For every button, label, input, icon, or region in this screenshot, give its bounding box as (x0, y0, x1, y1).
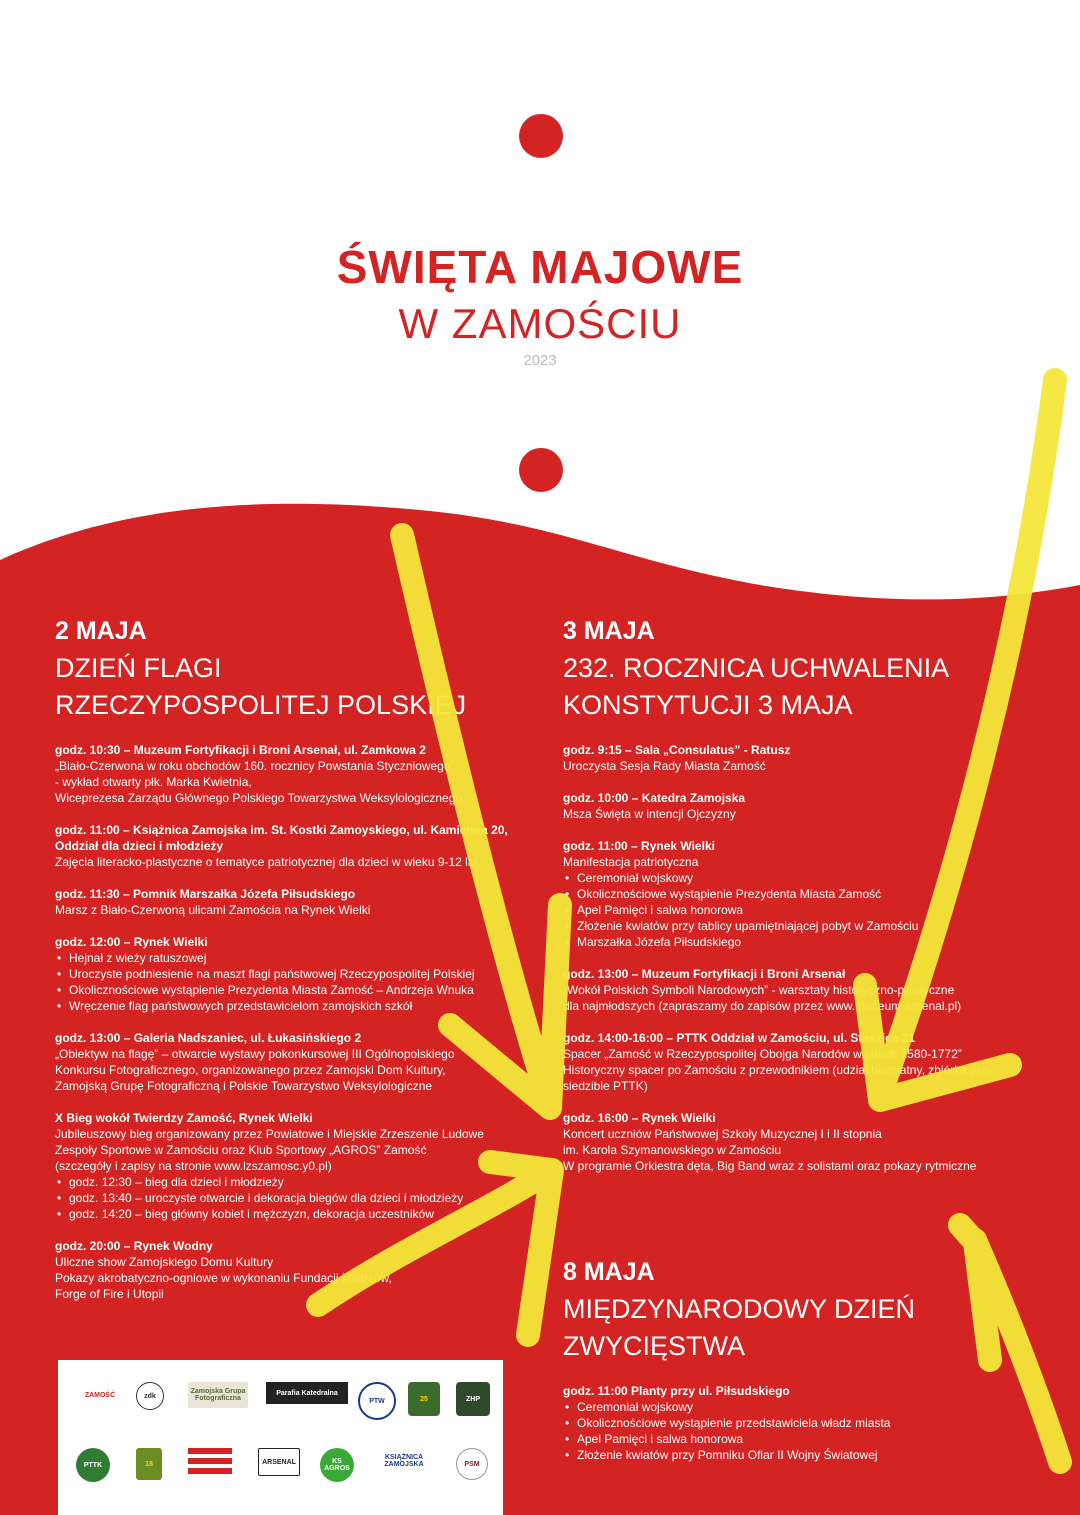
logo-flag-stripes (188, 1448, 232, 1478)
day3-column (563, 617, 1043, 1190)
event-description: siedzibie PTTK) (563, 1079, 648, 1093)
event-bullet-item: • Wręczenie flag państwowych przedstawicielom zamojskich szkół (55, 998, 510, 1014)
event-bullet-list (563, 870, 1043, 950)
event-bullet-list (563, 1399, 1043, 1463)
event-heading: godz. 10:30 – Muzeum Fortyfikacji i Broni Arsenał, ul. Zamkowa 2 (55, 743, 426, 757)
poster-subtitle: W ZAMOŚCIU (398, 300, 682, 347)
logo-parafia: Parafia Katedralna (266, 1382, 348, 1404)
event-description: Spacer „Zamość w Rzeczypospolitej Obojga Narodów w latach 1580-1772” (563, 1047, 962, 1061)
event-description: W programie Orkiestra dęta, Big Band wraz z solistami oraz pokazy rytmiczne (563, 1159, 977, 1173)
day3-subtitle (563, 650, 1043, 724)
event-description: Manifestacja patriotyczna (563, 855, 699, 869)
event-heading: Oddział dla dzieci i młodzieży (55, 839, 224, 853)
event-description: Zespoły Sportowe w Zamościu oraz Klub Sportowy „AGROS” Zamość (55, 1143, 427, 1157)
event-bullet-item: • Okolicznościowe wystąpienie Prezydenta Miasta Zamość (563, 886, 1043, 902)
event-block (55, 822, 510, 870)
event-bullet-item: • Okolicznościowe wystąpienie Prezydenta Miasta Zamość – Andrzeja Wnuka (55, 982, 510, 998)
event-block (55, 1030, 510, 1094)
day8-subtitle-line: ZWYCIĘSTWA (563, 1331, 745, 1361)
logo-psm: PSM (456, 1448, 488, 1480)
event-block (563, 1383, 1043, 1463)
event-bullet-item: • godz. 13:40 – uroczyste otwarcie i dekoracja biegów dla dzieci i młodzieży (55, 1190, 510, 1206)
event-block (563, 1030, 1043, 1094)
sponsor-logos-panel (58, 1360, 503, 1515)
event-description: Pokazy akrobatyczno-ogniowe w wykonaniu Fundacji Mistrzów, (55, 1271, 392, 1285)
logo-18: 18 (136, 1448, 162, 1480)
event-description: - wykład otwarty płk. Marka Kwietnia, (55, 775, 252, 789)
event-description: Koncert uczniów Państwowej Szkoły Muzycznej I i II stopnia (563, 1127, 882, 1141)
event-bullet-item: • Marszałka Józefa Piłsudskiego (563, 934, 1043, 950)
event-block (563, 966, 1043, 1014)
event-description: Historyczny spacer po Zamościu z przewodnikiem (udział bezpłatny, zbiórka przy (563, 1063, 993, 1077)
event-description: dla najmłodszych (zapraszamy do zapisów przez www.muzeum-arsenal.pl) (563, 999, 962, 1013)
event-description: „Obiektyw na flagę” – otwarcie wystawy pokonkursowej III Ogólnopolskiego (55, 1047, 455, 1061)
event-block (563, 790, 1043, 822)
day8-subtitle (563, 1291, 1043, 1365)
event-heading: godz. 11:00 – Rynek Wielki (563, 839, 715, 853)
event-bullet-list (55, 1174, 510, 1222)
event-heading: godz. 12:00 – Rynek Wielki (55, 935, 208, 949)
day3-subtitle-line: KONSTYTUCJI 3 MAJA (563, 690, 853, 720)
logo-grupa-fotograficzna: Zamojska Grupa Fotograficzna (188, 1382, 248, 1408)
event-block (563, 742, 1043, 774)
event-block (55, 742, 510, 806)
day3-subtitle-line: 232. ROCZNICA UCHWALENIA (563, 653, 950, 683)
day2-subtitle-line: RZECZYPOSPOLITEJ POLSKIEJ (55, 690, 467, 720)
event-heading: godz. 13:00 – Galeria Nadszaniec, ul. Łukasińskiego 2 (55, 1031, 362, 1045)
event-block (55, 886, 510, 918)
event-description: im. Karola Szymanowskiego w Zamościu (563, 1143, 782, 1157)
day2-column (55, 617, 510, 1318)
event-bullet-item: • godz. 14:20 – bieg główny kobiet i mężczyzn, dekoracja uczestników (55, 1206, 510, 1222)
event-description: „Wokół Polskich Symboli Narodowych” - warsztaty historyczno-plastyczne (563, 983, 955, 997)
logo-pttk: PTTK (76, 1448, 110, 1482)
event-heading: X Bieg wokół Twierdzy Zamość, Rynek Wielki (55, 1111, 313, 1125)
event-block (55, 934, 510, 1014)
logo-ptw: PTW (358, 1382, 396, 1420)
day2-date: 2 MAJA (55, 617, 147, 645)
day2-subtitle (55, 650, 510, 724)
event-block (55, 1238, 510, 1302)
poster-year: 2023 (523, 352, 557, 369)
event-heading: godz. 14:00-16:00 – PTTK Oddział w Zamościu, ul. Staszica 31 (563, 1031, 916, 1045)
event-description: Forge of Fire i Utopii (55, 1287, 164, 1301)
event-heading: godz. 16:00 – Rynek Wielki (563, 1111, 716, 1125)
event-block (563, 838, 1043, 950)
event-bullet-item: • Ceremoniał wojskowy (563, 1399, 1043, 1415)
event-description: „Biało-Czerwona w roku obchodów 160. rocznicy Powstania Styczniowego” (55, 759, 455, 773)
event-bullet-item: • Ceremoniał wojskowy (563, 870, 1043, 886)
day3-date: 3 MAJA (563, 617, 655, 645)
day2-subtitle-line: DZIEŃ FLAGI (55, 653, 222, 683)
event-heading: godz. 10:00 – Katedra Zamojska (563, 791, 746, 805)
event-description: Wiceprezesa Zarządu Głównego Polskiego Towarzystwa Weksylologicznego (55, 791, 463, 805)
logo-ksiaznica: KSIĄŻNICA ZAMOJSKA (376, 1448, 432, 1474)
event-heading: godz. 13:00 – Muzeum Fortyfikacji i Broni Arsenał (563, 967, 846, 981)
logo-zdk: zdk (136, 1382, 164, 1410)
top-red-dot (519, 114, 563, 158)
logo-arsenal: ARSENAL (258, 1448, 300, 1476)
day8-column (563, 1258, 1043, 1479)
event-heading: godz. 20:00 – Rynek Wodny (55, 1239, 213, 1253)
event-heading: godz. 11:30 – Pomnik Marszałka Józefa Piłsudskiego (55, 887, 356, 901)
bottom-red-dot (519, 448, 563, 492)
event-bullet-item: • Apel Pamięci i salwa honorowa (563, 1431, 1043, 1447)
logo-agros: KS AGROS (320, 1448, 354, 1482)
event-bullet-item: • Hejnał z wieży ratuszowej (55, 950, 510, 966)
event-description: Uliczne show Zamojskiego Domu Kultury (55, 1255, 274, 1269)
event-bullet-item: • Apel Pamięci i salwa honorowa (563, 902, 1043, 918)
logo-zamosc: ZAMOŚĆ (76, 1382, 124, 1408)
event-block (55, 1110, 510, 1222)
event-heading: godz. 9:15 – Sala „Consulatus” - Ratusz (563, 743, 791, 757)
event-description: Zamojską Grupę Fotograficzną i Polskie Towarzystwo Weksylologiczne (55, 1079, 433, 1093)
event-bullet-item: • Złożenie kwiatów przy Pomniku Ofiar II Wojny Światowej (563, 1447, 1043, 1463)
day8-subtitle-line: MIĘDZYNARODOWY DZIEŃ (563, 1294, 916, 1324)
logo-25: 25 (408, 1382, 440, 1416)
event-bullet-item: • Okolicznościowe wystąpienie przedstawiciela władz miasta (563, 1415, 1043, 1431)
event-bullet-item: • Uroczyste podniesienie na maszt flagi państwowej Rzeczypospolitej Polskiej (55, 966, 510, 982)
event-block (563, 1110, 1043, 1174)
event-description: Marsz z Biało-Czerwoną ulicami Zamościa na Rynek Wielki (55, 903, 371, 917)
poster-title: ŚWIĘTA MAJOWE (336, 241, 744, 293)
event-description: Msza Święta w intencji Ojczyzny (563, 807, 736, 821)
event-description: Jubileuszowy bieg organizowany przez Powiatowe i Miejskie Zrzeszenie Ludowe (55, 1127, 484, 1141)
event-description: Zajęcia literacko-plastyczne o tematyce patriotycznej dla dzieci w wieku 9-12 lat (55, 855, 478, 869)
event-heading: godz. 11:00 – Książnica Zamojska im. St. Kostki Zamoyskiego, ul. Kamienna 20, (55, 823, 508, 837)
event-heading: godz. 11:00 Planty przy ul. Piłsudskiego (563, 1384, 790, 1398)
event-bullet-item: • Złożenie kwiatów przy tablicy upamiętniającej pobyt w Zamościu (563, 918, 1043, 934)
day8-date: 8 MAJA (563, 1258, 655, 1286)
event-description: Uroczysta Sesja Rady Miasta Zamość (563, 759, 766, 773)
event-description: (szczegóły i zapisy na stronie www.lzszamosc.y0.pl) (55, 1159, 332, 1173)
logo-zhp: ZHP (456, 1382, 490, 1416)
event-bullet-list (55, 950, 510, 1014)
event-description: Konkursu Fotograficznego, organizowanego przez Zamojski Dom Kultury, (55, 1063, 446, 1077)
event-bullet-item: • godz. 12:30 – bieg dla dzieci i młodzieży (55, 1174, 510, 1190)
